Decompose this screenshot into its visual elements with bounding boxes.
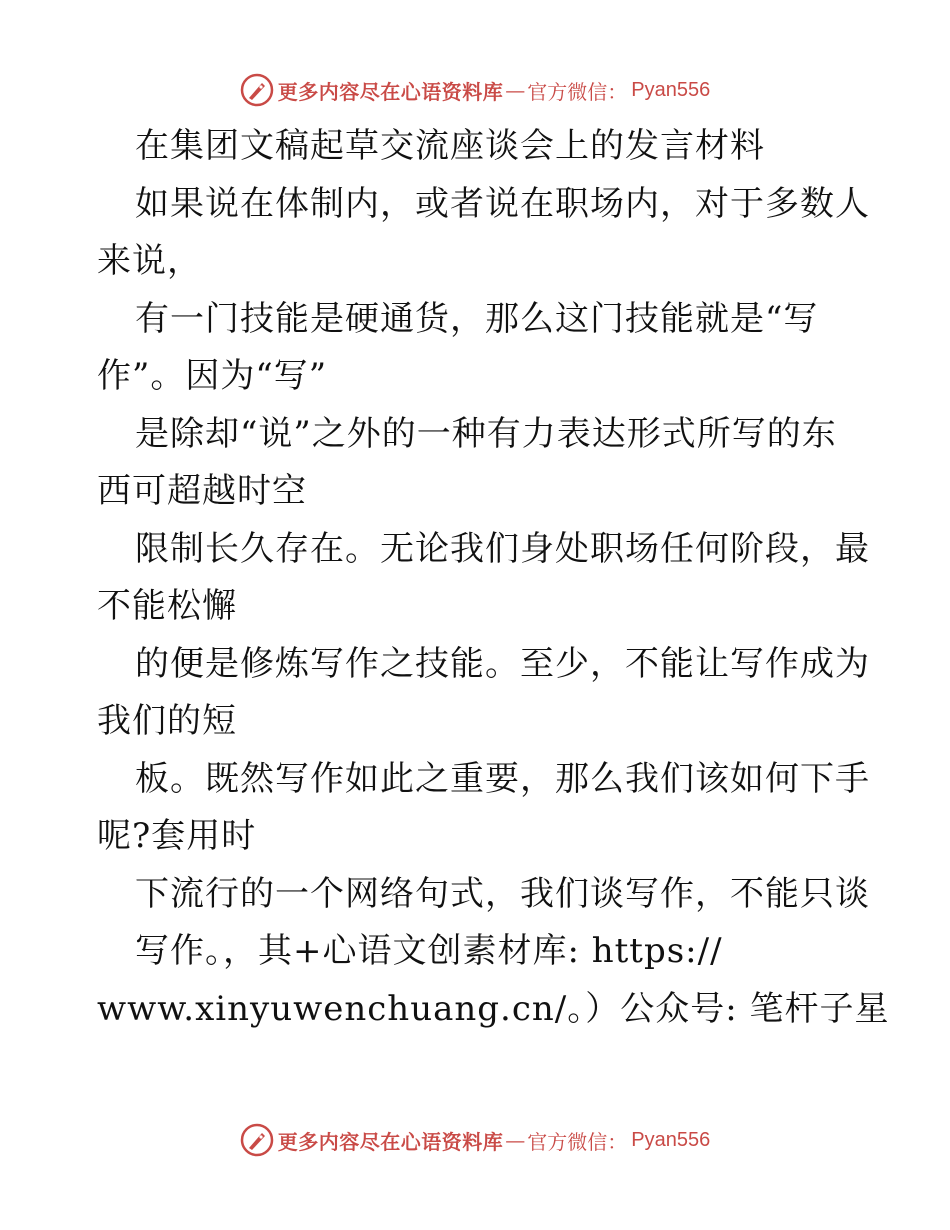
banner-wechat-id: Pyan556 bbox=[631, 78, 711, 101]
text-line: 在集团文稿起草交流座谈会上的发言材料 bbox=[135, 126, 765, 166]
text-line: 不能松懈 bbox=[97, 586, 237, 626]
pen-nib-logo-icon bbox=[240, 1123, 274, 1157]
banner-wechat-label: 官方微信： bbox=[527, 79, 628, 104]
header-banner bbox=[0, 70, 950, 110]
banner-wechat-label: 官方微信： bbox=[527, 1129, 628, 1154]
banner-dash: — bbox=[505, 1128, 526, 1152]
text-line: 是除却“说”之外的一种有力表达形式所写的东 bbox=[135, 413, 837, 454]
banner-dash: — bbox=[505, 78, 526, 102]
text-line: 板。既然写作如此之重要，那么我们该如何下手 bbox=[135, 758, 870, 799]
banner-title: 更多内容尽在心语资料库 bbox=[277, 1129, 504, 1154]
text-line: 的便是修炼写作之技能。至少，不能让写作成为 bbox=[135, 643, 870, 684]
document-body bbox=[97, 118, 890, 1038]
banner-wechat-id: Pyan556 bbox=[631, 1128, 711, 1151]
text-line: 呢?套用时 bbox=[97, 816, 257, 856]
text-line: 西可超越时空 bbox=[97, 471, 307, 511]
text-line: 有一门技能是硬通货，那么这门技能就是“写 bbox=[135, 298, 819, 339]
banner-title: 更多内容尽在心语资料库 bbox=[277, 79, 504, 104]
pen-nib-logo-icon bbox=[240, 73, 274, 107]
text-line: 限制长久存在。无论我们身处职场任何阶段，最 bbox=[135, 528, 870, 569]
text-line: 写作。，其+心语文创素材库: https:// bbox=[135, 931, 723, 971]
text-line: 作”。因为“写” bbox=[97, 356, 328, 396]
footer-banner bbox=[0, 1120, 950, 1160]
text-line: 如果说在体制内，或者说在职场内，对于多数人 bbox=[135, 183, 870, 224]
text-line: www.xinyuwenchuang.cn/。）公众号: 笔杆子星 bbox=[97, 988, 890, 1029]
text-line: 来说， bbox=[97, 241, 202, 281]
text-line: 我们的短 bbox=[97, 701, 237, 741]
text-line: 下流行的一个网络句式，我们谈写作，不能只谈 bbox=[135, 873, 870, 914]
